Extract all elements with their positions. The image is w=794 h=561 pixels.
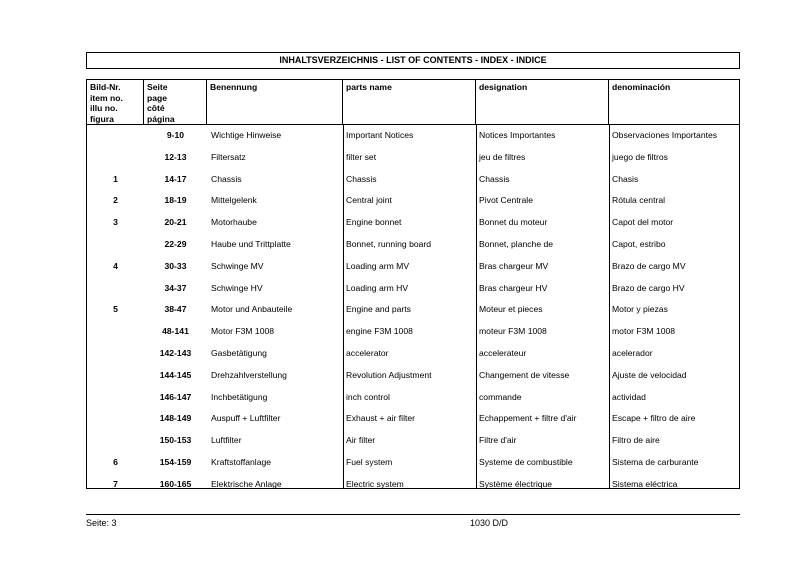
- figure-number: 4: [113, 260, 118, 271]
- german-name: Schwinge HV: [211, 282, 263, 293]
- footer-divider: [86, 514, 740, 515]
- header-page: [144, 80, 207, 125]
- figure-number: [87, 320, 144, 342]
- spanish-name: Ajuste de velocidad: [612, 369, 687, 380]
- page-range: 142-143: [159, 348, 192, 358]
- header-english: [343, 80, 476, 125]
- figure-number: [87, 277, 144, 299]
- french-name: moteur F3M 1008: [479, 326, 547, 337]
- german-name: Chassis: [211, 173, 242, 184]
- page-range: 18-19: [164, 195, 187, 206]
- english-name: Loading arm HV: [346, 282, 409, 293]
- spanish-name: motor F3M 1008: [612, 326, 676, 337]
- figure-number: [87, 146, 144, 168]
- german-name: Auspuff + Luftfilter: [211, 413, 281, 424]
- table-row: [87, 124, 739, 146]
- page-range: 30-33: [164, 260, 187, 271]
- header-figure-line: figura: [90, 113, 114, 124]
- german-name: Schwinge MV: [211, 260, 264, 271]
- german-name: Drehzahlverstellung: [211, 369, 287, 380]
- french-name: Pivot Centrale: [479, 195, 533, 206]
- spanish-name: Capot, estribo: [612, 239, 666, 249]
- english-name: Electric system: [346, 478, 404, 489]
- page-range: 14-17: [164, 173, 187, 184]
- german-name: Motorhaube: [211, 217, 257, 228]
- spanish-name: Filtro de aire: [612, 435, 660, 446]
- spanish-name: Observaciones Importantes: [612, 130, 718, 140]
- document-title: INHALTSVERZEICHNIS - LIST OF CONTENTS - INDEX - INDICE: [86, 52, 740, 69]
- spanish-name: Capot del motor: [612, 217, 674, 228]
- page-range: 34-37: [164, 282, 187, 293]
- document-code: 1030 D/D: [470, 518, 509, 528]
- french-name: Changement de vitesse: [479, 369, 570, 380]
- english-name: Bonnet, running board: [346, 239, 432, 249]
- header-page-line: côté: [147, 103, 165, 114]
- german-name: Kraftstoffanlage: [211, 457, 272, 467]
- table-row: [87, 451, 739, 473]
- header-spanish-label: denominación: [612, 82, 671, 92]
- spanish-name: Brazo de cargo MV: [612, 260, 686, 271]
- german-name: Motor und Anbauteile: [211, 304, 293, 315]
- page-range: 154-159: [159, 457, 192, 467]
- header-page-line: page: [147, 92, 168, 103]
- header-figure: [87, 80, 144, 125]
- german-name: Inchbetätigung: [211, 391, 268, 402]
- french-name: Bras chargeur HV: [479, 282, 548, 293]
- header-english-label: parts name: [346, 82, 392, 92]
- german-name: Haube und Trittplatte: [211, 239, 291, 249]
- spanish-name: Chasis: [612, 173, 639, 184]
- table-row: [87, 211, 739, 233]
- table-row: [87, 342, 739, 364]
- page-range: 144-145: [159, 369, 192, 380]
- german-name: Elektrische Anlage: [211, 478, 282, 489]
- french-name: Filtre d'air: [479, 435, 517, 446]
- french-name: Bras chargeur MV: [479, 260, 549, 271]
- figure-number: [87, 429, 144, 451]
- page-range: 148-149: [159, 413, 192, 424]
- header-page-line: Seite: [147, 82, 168, 92]
- english-name: Exhaust + air filter: [346, 413, 416, 424]
- table-row: [87, 168, 739, 190]
- header-figure-line: Bild-Nr.: [90, 82, 121, 92]
- page-range: 160-165: [159, 478, 192, 489]
- english-name: Engine bonnet: [346, 217, 402, 228]
- spanish-name: Sistema de carburante: [612, 457, 699, 467]
- figure-number: 7: [113, 478, 118, 489]
- english-name: Engine and parts: [346, 304, 411, 315]
- english-name: Chassis: [346, 173, 377, 184]
- german-name: Gasbetätigung: [211, 348, 267, 358]
- french-name: accelerateur: [479, 348, 527, 358]
- spanish-name: Escape + filtro de aire: [612, 413, 696, 424]
- spanish-name: Motor y piezas: [612, 304, 668, 315]
- english-name: filter set: [346, 151, 377, 162]
- spanish-name: Sistema eléctrica: [612, 478, 678, 489]
- header-page-line: página: [147, 113, 175, 124]
- german-name: Motor F3M 1008: [211, 326, 275, 337]
- english-name: accelerator: [346, 348, 389, 358]
- table-row: [87, 146, 739, 168]
- english-name: Loading arm MV: [346, 260, 410, 271]
- table-row: [87, 298, 739, 320]
- table-row: [87, 429, 739, 451]
- figure-number: [87, 342, 144, 364]
- french-name: jeu de filtres: [479, 151, 526, 162]
- figure-number: [87, 233, 144, 255]
- table-row: [87, 364, 739, 386]
- contents-table: [86, 79, 740, 489]
- english-name: Air filter: [346, 435, 376, 446]
- table-row: [87, 189, 739, 211]
- english-name: Revolution Adjustment: [346, 369, 432, 380]
- header-spanish: [609, 80, 739, 125]
- header-figure-line: illu no.: [90, 103, 118, 114]
- german-name: Wichtige Hinweise: [211, 130, 282, 140]
- header-figure-line: item no.: [90, 92, 123, 103]
- spanish-name: actividad: [612, 391, 646, 402]
- french-name: Moteur et pieces: [479, 304, 543, 315]
- page-range: 38-47: [164, 304, 187, 315]
- french-name: Bonnet du moteur: [479, 217, 548, 228]
- english-name: inch control: [346, 391, 390, 402]
- page-range: 9-10: [166, 130, 185, 140]
- table-row: [87, 277, 739, 299]
- french-name: Systeme de combustible: [479, 457, 573, 467]
- english-name: Important Notices: [346, 130, 414, 140]
- page-range: 20-21: [164, 217, 187, 228]
- german-name: Mittelgelenk: [211, 195, 257, 206]
- figure-number: 1: [113, 173, 118, 184]
- german-name: Luftfilter: [211, 435, 242, 446]
- figure-number: 6: [113, 457, 118, 467]
- english-name: Fuel system: [346, 457, 393, 467]
- page-range: 48-141: [162, 326, 189, 337]
- french-name: Notices Importantes: [479, 130, 556, 140]
- table-row: [87, 255, 739, 277]
- spanish-name: Brazo de cargo HV: [612, 282, 685, 293]
- french-name: Chassis: [479, 173, 510, 184]
- spanish-name: Rótula central: [612, 195, 666, 206]
- header-german: [207, 80, 343, 125]
- english-name: Central joint: [346, 195, 392, 206]
- figure-number: 2: [113, 195, 118, 206]
- figure-number: [87, 407, 144, 429]
- table-row: [87, 407, 739, 429]
- french-name: Echappement + filtre d'air: [479, 413, 577, 424]
- page-range: 146-147: [159, 391, 192, 402]
- figure-number: [87, 386, 144, 408]
- table-row: [87, 386, 739, 408]
- header-french: [476, 80, 609, 125]
- french-name: commande: [479, 391, 522, 402]
- figure-number: 3: [113, 217, 118, 228]
- figure-number: [87, 364, 144, 386]
- page-number: Seite: 3: [86, 518, 117, 528]
- spanish-name: acelerador: [612, 348, 653, 358]
- header-german-label: Benennung: [210, 82, 258, 92]
- table-row: [87, 473, 739, 495]
- table-row: [87, 320, 739, 342]
- french-name: Système électrique: [479, 478, 553, 489]
- table-row: [87, 233, 739, 255]
- spanish-name: juego de filtros: [612, 151, 668, 162]
- figure-number: 5: [113, 304, 118, 315]
- english-name: engine F3M 1008: [346, 326, 413, 337]
- figure-number: [87, 124, 144, 146]
- header-french-label: designation: [479, 82, 528, 92]
- french-name: Bonnet, planche de: [479, 239, 554, 249]
- page-range: 12-13: [164, 151, 187, 162]
- page-range: 150-153: [159, 435, 192, 446]
- page-range: 22-29: [164, 239, 187, 249]
- german-name: Filtersatz: [211, 151, 246, 162]
